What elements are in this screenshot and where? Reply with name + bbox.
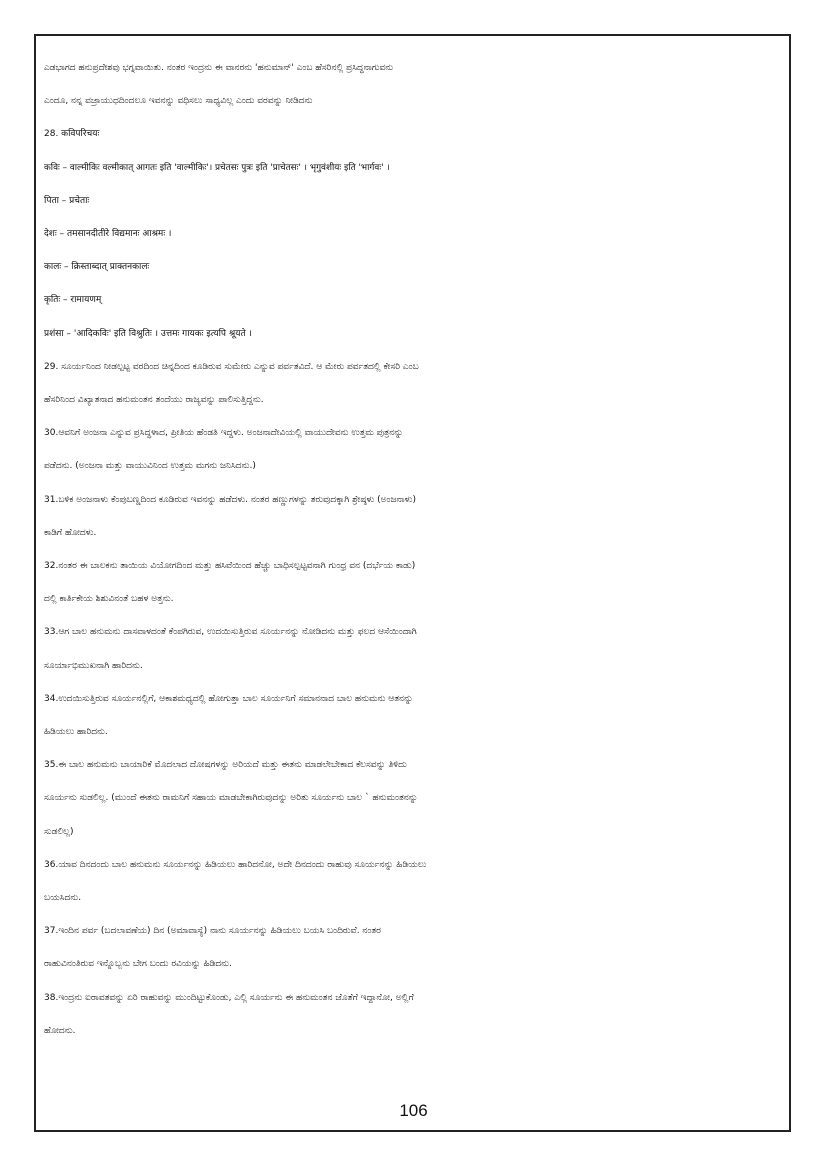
text-line: 38.ಇಂದ್ರನು ಐರಾವತವನ್ನು ಏರಿ ರಾಹುವನ್ನು ಮುಂದಿಟ್ಟುಕೊಂಡು, ಎಲ್ಲಿ ಸೂರ್ಯನು ಈ ಹನುಮಂತನ ಜೊತೆಗೆ ಇದ್ದಾನೋ, ಅಲ್ಲಿಗೆ	[44, 992, 414, 1003]
text-line: 31.ಬಳಿಕ ಅಂಜನಾಳು ಕೆಂಪುಬಣ್ಣದಿಂದ ಕೂಡಿರುವ ಇವನನ್ನು ಹಡೆದಳು. ನಂತರ ಹಣ್ಣುಗಳನ್ನು ತರುವುದಕ್ಕಾಗಿ ಶ್ರೇಷ್ಠಳು (ಅಂಜನಾಳು)	[44, 494, 416, 505]
text-line: ಸುಡಲಿಲ್ಲ)	[44, 826, 74, 837]
text-line: ಎಂದೂ, ನನ್ನ ವಜ್ರಾಯುಧದಿಂದಲೂ ಇವನನ್ನು ವಧಿಸಲು ಸಾಧ್ಯವಿಲ್ಲ ಎಂದು ವರವನ್ನು ನೀಡಿದನು	[44, 96, 313, 107]
text-line: ಪಡೆದನು. (ಅಂಜನಾ ಮತ್ತು ವಾಯುವಿನಿಂದ ಉತ್ತಮ ಮಗನು ಜನಿಸಿದನು.)	[44, 461, 256, 472]
text-line: पिता – प्रचेताः	[44, 195, 90, 206]
text-line: ಹೋದನು.	[44, 1025, 76, 1036]
text-line: 32.ನಂತರ ಈ ಬಾಲಕನು ತಾಯಿಯ ವಿಯೋಗದಿಂದ ಮತ್ತು ಹಸಿವೆಯಿಂದ ಹೆಚ್ಚು ಬಾಧಿಸಲ್ಪಟ್ಟವನಾಗಿ ಗುಂಧ್ರ ವನ (ದರ್ಭೆಯ ಕಾಡು)	[44, 561, 416, 572]
page-number: 106	[399, 1101, 428, 1120]
text-line: ಕಾಡಿಗೆ ಹೋದಳು.	[44, 527, 97, 538]
text-line: ಹಿಡಿಯಲು ಹಾರಿದನು.	[44, 727, 108, 738]
text-line: 36.ಯಾವ ದಿನದಂದು ಬಾಲ ಹನುಮನು ಸೂರ್ಯನನ್ನು ಹಿಡಿಯಲು ಹಾರಿದನೋ, ಅದೇ ದಿನದಂದು ರಾಹುವು ಸೂರ್ಯನನ್ನು ಹಿಡಿಯಲು	[44, 859, 427, 870]
text-line: ಎಡಭಾಗದ ಹನುಪ್ರದೇಶವು ಭಗ್ನವಾಯಿತು. ನಂತರ ಇಂದ್ರನು ಈ ವಾನರನು 'ಹನುಮಾನ್' ಎಂಬ ಹೆಸರಿನಲ್ಲಿ ಪ್ರಸಿದ್ಧನಾಗುವನು	[44, 63, 394, 73]
text-line: 33.ಆಗ ಬಾಲ ಹನುಮನು ದಾಸವಾಳದಂತೆ ಕೆಂಪಗಿರುವ, ಉದಯಿಸುತ್ತಿರುವ ಸೂರ್ಯನನ್ನು ನೋಡಿದನು ಮತ್ತು ಫಲದ ಆಸೆಯಿಂದಾಗಿ	[44, 627, 417, 638]
text-line: 34.ಉದಯಿಸುತ್ತಿರುವ ಸೂರ್ಯನಲ್ಲಿಗೆ, ಆಕಾಶಮಧ್ಯದಲ್ಲಿ ಹೋಗುತ್ತಾ ಬಾಲ ಸೂರ್ಯನಿಗೆ ಸಮಾನನಾದ ಬಾಲ ಹನುಮನು ಆತನನ್ನು	[44, 693, 414, 704]
page-body	[44, 52, 784, 1048]
section-heading: 28. कविपरिचयः	[44, 129, 100, 140]
text-line: 29. ಸೂರ್ಯನಿಂದ ನೀಡಲ್ಪಟ್ಟ ವರದಿಂದ ಚಿನ್ನದಿಂದ ಕೂಡಿರುವ ಸುಮೇರು ಎನ್ನುವ ಪರ್ವತವಿದೆ. ಆ ಮೇರು ಪರ್ವತದಲ್ಲಿ ಕೇಸರಿ ಎಂಬ	[44, 361, 419, 372]
text-line: देशः – तमसानदीतीरे विद्यमानः आश्रमः ।	[44, 229, 172, 240]
text-line: 30.ಆವನಿಗೆ ಅಂಜನಾ ಎನ್ನುವ ಪ್ರಸಿದ್ಧಳಾದ, ಪ್ರೀತಿಯ ಹೆಂಡತಿ ಇದ್ದಳು. ಅಂಜನಾದೇವಿಯಲ್ಲಿ ವಾಯುದೇವನು ಉತ್ತಮ ಪುತ್ರನನ್ನು	[44, 428, 404, 439]
text-line: कविः – वाल्मीकिः वल्मीकात् आगतः इति 'वाल्मीकिः'। प्रचेतसः पुत्रः इति 'प्राचेतसः' । भृगुवंशीयः इति 'भार्गवः' ।	[44, 162, 390, 173]
text-line: ಸೂರ್ಯಾಭಿಮುಖನಾಗಿ ಹಾರಿದನು.	[44, 660, 143, 671]
text-line: 35.ಈ ಬಾಲ ಹನುಮನು ಬಾಯಾರಿಕೆ ಮೊದಲಾದ ದೋಷಗಳನ್ನು ಅರಿಯದೆ ಮತ್ತು ಈತನು ಮಾಡಲೇಬೇಕಾದ ಕೆಲಸವನ್ನು ತಿಳಿದು	[44, 760, 407, 771]
text-line: कृतिः – रामायणम्	[44, 295, 102, 306]
text-line: प्रशंसा – 'आदिकविः' इति विश्रुतिः । उत्तमः गायकः इत्यपि श्रूयते ।	[44, 328, 252, 339]
text-line: 37.ಇಂದಿನ ಪರ್ವ (ಬದಲಾವಣೆಯ) ದಿನ (ಅಮಾವಾಸ್ಯೆ) ನಾನು ಸೂರ್ಯನನ್ನು ಹಿಡಿಯಲು ಬಯಸಿ ಬಂದಿರುವೆ. ನಂತರ	[44, 926, 381, 937]
text-line: ಹೆಸರಿನಿಂದ ವಿಖ್ಯಾತನಾದ ಹನುಮಂತನ ತಂದೆಯು ರಾಜ್ಯವನ್ನು ಪಾಲಿಸುತ್ತಿದ್ದನು.	[44, 395, 264, 406]
text-line: ಬಯಸಿದನು.	[44, 893, 82, 904]
text-line: ರಾಹುವಿನಂತಿರುವ ಇನ್ನೊಬ್ಬನು ಬೇಗ ಬಂದು ರವಿಯನ್ನು ಹಿಡಿದನು.	[44, 959, 232, 970]
text-line: ದಲ್ಲಿ ಕಾರ್ತಿಕೇಯ ಶಿಶುವಿನಂತೆ ಬಹಳ ಅತ್ತನು.	[44, 594, 174, 605]
text-line: ಸೂರ್ಯನು ಸುಡಲಿಲ್ಲ. (ಮುಂದೆ ಈತನು ರಾಮನಿಗೆ ಸಹಾಯ ಮಾಡಬೇಕಾಗಿರುವುದನ್ನು ಅರಿತು ಸೂರ್ಯನು ಬಾಲ ` ಹನುಮಂತನನ್ನು	[44, 793, 418, 804]
text-line: कालः – क्रिस्ताब्दात् प्राक्तनकालः	[44, 262, 150, 273]
